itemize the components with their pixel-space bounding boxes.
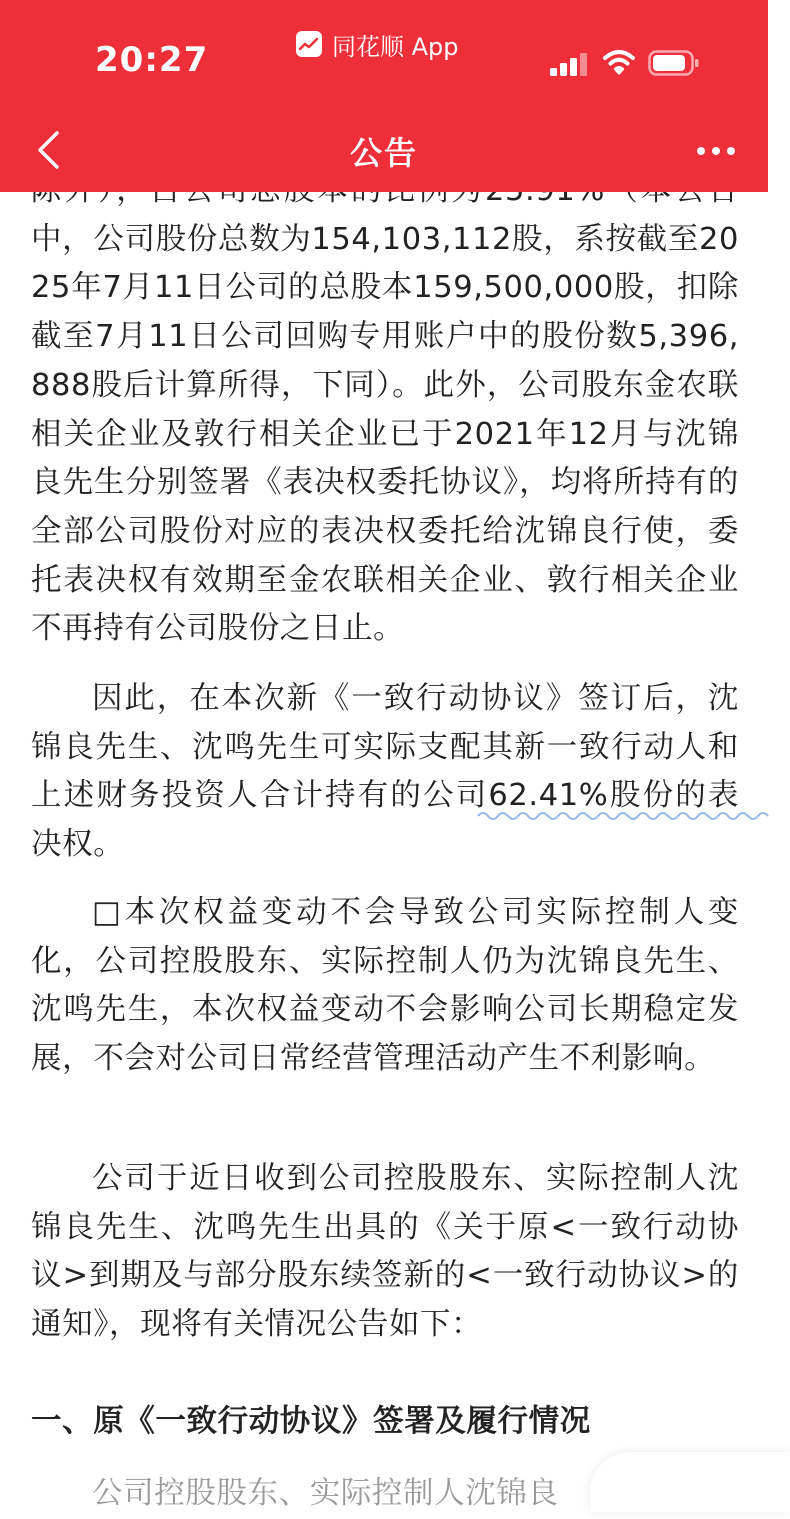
battery-icon — [648, 50, 700, 76]
app-logo-icon — [296, 31, 322, 57]
paragraph-partial: 公司控股股东、实际控制人沈锦良 — [92, 1476, 559, 1511]
paragraph-notice-received: 公司于近日收到公司控股股东、实际控制人沈锦良先生、沈鸣先生出具的《关于原<一致行动协议>到期及与部分股东续签新的<一致行动协议>的通知》，现将有关情况公告如下： — [31, 1161, 739, 1343]
app-indicator — [296, 28, 459, 60]
floating-panel-edge — [590, 1452, 790, 1512]
paragraph-voting-rights: 因此，在本次新《一致行动协议》签订后，沈锦良先生、沈鸣先生可实际支配其新一致行动人和上述财务投资人合计持有的公司62.41%股份的表决权。 — [31, 681, 739, 863]
status-time: 20:27 — [95, 40, 209, 80]
paragraph-shareholding: 中，公司股份总数为154,103,112股，系按截至2025年7月11日公司的总股本159,500,000股，扣除截至7月11日公司回购专用账户中的股份数5,396,888股后计算所得，下同）。此外，公司股东金农联相关企业及敦行相关企业已于2021年12月与沈锦良先生分别签署《表决权委托协议》，均将所持有的全部公司股份对应的表决权委托给沈锦良行使，委托表决权有效期至金农联相关企业、敦行相关企业不再持有公司股份之日止。 — [31, 221, 739, 647]
app-header — [0, 0, 768, 192]
signal-icon — [550, 52, 590, 76]
wifi-icon — [602, 48, 636, 76]
app-name: 同花顺 App — [332, 32, 459, 61]
more-button[interactable] — [692, 134, 740, 168]
more-dots-icon — [696, 146, 736, 156]
page-title: 公告 — [349, 134, 418, 172]
section-heading-original-agreement: 一、原《一致行动协议》签署及履行情况 — [31, 1404, 591, 1439]
paragraph-no-control-change: □本次权益变动不会导致公司实际控制人变化，公司控股股东、实际控制人仍为沈锦良先生、沈鸣先生，本次权益变动不会影响公司长期稳定发展，不会对公司日常经营管理活动产生不利影响。 — [31, 895, 739, 1077]
